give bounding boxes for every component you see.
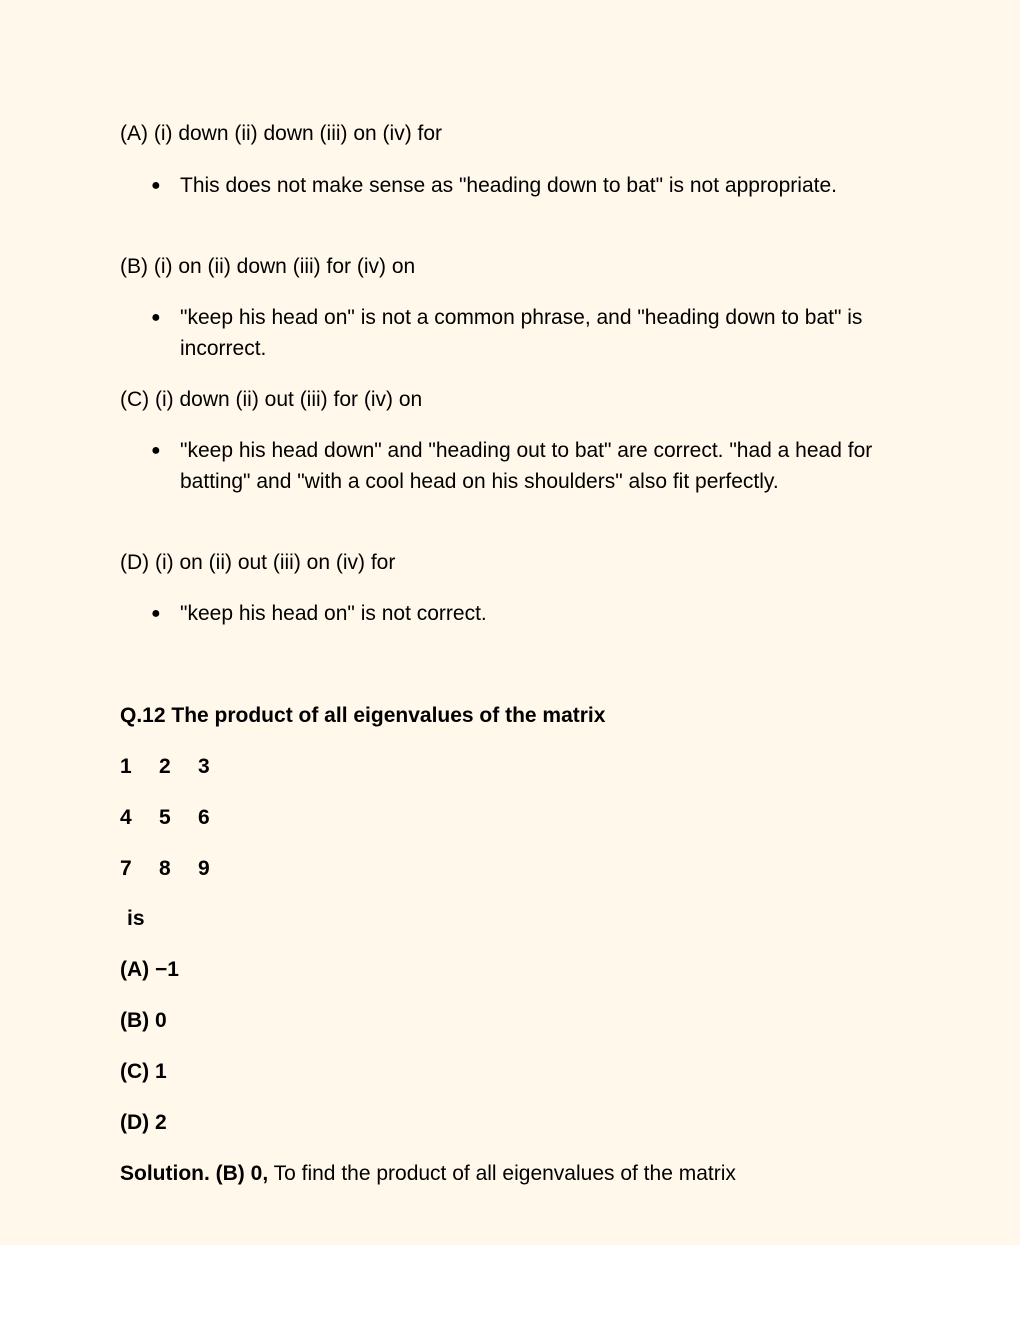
bullet-icon: ● bbox=[151, 309, 161, 326]
matrix-cell: 7 bbox=[120, 857, 132, 880]
q12-option-b: (B) 0 bbox=[120, 1009, 167, 1032]
option-a-reason: ● This does not make sense as "heading down to bat" is not appropriate. bbox=[120, 170, 880, 201]
question-12-title: Q.12 The product of all eigenvalues of the matrix bbox=[120, 704, 606, 727]
matrix-cell: 9 bbox=[198, 857, 210, 880]
matrix-cell: 1 bbox=[120, 755, 132, 778]
bullet-icon: ● bbox=[151, 177, 161, 194]
option-b-label: (B) (i) on (ii) down (iii) for (iv) on bbox=[120, 255, 416, 278]
matrix-row-1 bbox=[120, 751, 237, 782]
option-d-reason: ● "keep his head on" is not correct. bbox=[120, 598, 880, 629]
matrix-cell: 5 bbox=[159, 806, 171, 829]
solution-label: Solution. (B) 0, bbox=[120, 1162, 269, 1185]
option-d-label: (D) (i) on (ii) out (iii) on (iv) for bbox=[120, 551, 396, 574]
matrix-cell: 2 bbox=[159, 755, 171, 778]
option-c-label: (C) (i) down (ii) out (iii) for (iv) on bbox=[120, 388, 423, 411]
matrix-row-3 bbox=[120, 853, 237, 884]
q12-option-d: (D) 2 bbox=[120, 1111, 167, 1134]
matrix-cell: 8 bbox=[159, 857, 171, 880]
solution-text: To find the product of all eigenvalues of the matrix bbox=[268, 1162, 736, 1185]
bullet-icon: ● bbox=[151, 442, 161, 459]
bullet-icon: ● bbox=[151, 605, 161, 622]
option-b-reason: ● "keep his head on" is not a common phrase, and "heading down to bat" is incorrect. bbox=[120, 302, 880, 364]
option-c-reason: ● "keep his head down" and "heading out to bat" are correct. "had a head for batting" and "with a cool head on his shoulders" also fit perfectly. bbox=[120, 435, 880, 497]
q12-option-a: (A) −1 bbox=[120, 958, 179, 981]
solution-line bbox=[120, 1158, 736, 1189]
matrix-row-2 bbox=[120, 802, 237, 833]
matrix-cell: 6 bbox=[198, 806, 210, 829]
matrix-cell: 3 bbox=[198, 755, 210, 778]
question-suffix: is bbox=[127, 907, 145, 930]
option-a-label: (A) (i) down (ii) down (iii) on (iv) for bbox=[120, 122, 443, 145]
q12-option-c: (C) 1 bbox=[120, 1060, 167, 1083]
matrix-cell: 4 bbox=[120, 806, 132, 829]
